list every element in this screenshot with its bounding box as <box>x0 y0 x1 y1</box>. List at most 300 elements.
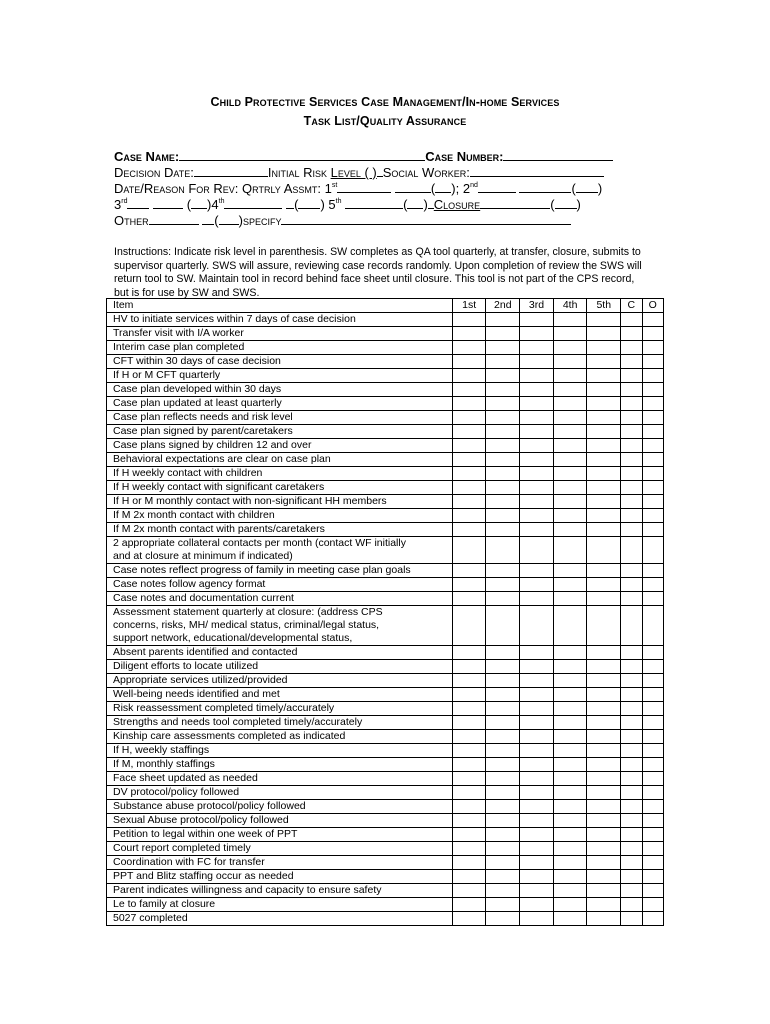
check-cell-other[interactable] <box>642 660 663 674</box>
check-cell-4th[interactable] <box>553 716 587 730</box>
check-cell-3rd[interactable] <box>520 327 554 341</box>
check-cell-other[interactable] <box>642 646 663 660</box>
check-cell-4th[interactable] <box>553 564 587 578</box>
check-cell-closure[interactable] <box>621 313 642 327</box>
check-cell-3rd[interactable] <box>520 744 554 758</box>
check-cell-other[interactable] <box>642 509 663 523</box>
check-cell-1st[interactable] <box>452 537 486 564</box>
check-cell-3rd[interactable] <box>520 606 554 646</box>
check-cell-4th[interactable] <box>553 495 587 509</box>
check-cell-1st[interactable] <box>452 814 486 828</box>
check-cell-other[interactable] <box>642 744 663 758</box>
check-cell-2nd[interactable] <box>486 537 520 564</box>
check-cell-other[interactable] <box>642 313 663 327</box>
check-cell-1st[interactable] <box>452 842 486 856</box>
check-cell-5th[interactable] <box>587 898 621 912</box>
check-cell-4th[interactable] <box>553 744 587 758</box>
check-cell-5th[interactable] <box>587 702 621 716</box>
check-cell-closure[interactable] <box>621 828 642 842</box>
check-cell-4th[interactable] <box>553 688 587 702</box>
check-cell-3rd[interactable] <box>520 856 554 870</box>
check-cell-closure[interactable] <box>621 912 642 926</box>
check-cell-other[interactable] <box>642 912 663 926</box>
check-cell-other[interactable] <box>642 537 663 564</box>
check-cell-5th[interactable] <box>587 411 621 425</box>
closure-level-field[interactable] <box>555 196 577 209</box>
check-cell-5th[interactable] <box>587 453 621 467</box>
check-cell-2nd[interactable] <box>486 481 520 495</box>
check-cell-5th[interactable] <box>587 495 621 509</box>
check-cell-4th[interactable] <box>553 660 587 674</box>
check-cell-3rd[interactable] <box>520 828 554 842</box>
check-cell-5th[interactable] <box>587 355 621 369</box>
check-cell-3rd[interactable] <box>520 509 554 523</box>
check-cell-5th[interactable] <box>587 912 621 926</box>
check-cell-5th[interactable] <box>587 730 621 744</box>
check-cell-5th[interactable] <box>587 688 621 702</box>
check-cell-4th[interactable] <box>553 842 587 856</box>
check-cell-3rd[interactable] <box>520 537 554 564</box>
check-cell-5th[interactable] <box>587 383 621 397</box>
check-cell-4th[interactable] <box>553 327 587 341</box>
check-cell-1st[interactable] <box>452 592 486 606</box>
check-cell-closure[interactable] <box>621 578 642 592</box>
check-cell-2nd[interactable] <box>486 702 520 716</box>
check-cell-5th[interactable] <box>587 758 621 772</box>
social-worker-field[interactable] <box>470 164 604 177</box>
check-cell-4th[interactable] <box>553 800 587 814</box>
check-cell-2nd[interactable] <box>486 578 520 592</box>
check-cell-closure[interactable] <box>621 523 642 537</box>
check-cell-3rd[interactable] <box>520 688 554 702</box>
check-cell-other[interactable] <box>642 383 663 397</box>
check-cell-closure[interactable] <box>621 688 642 702</box>
check-cell-closure[interactable] <box>621 702 642 716</box>
check-cell-1st[interactable] <box>452 646 486 660</box>
check-cell-other[interactable] <box>642 730 663 744</box>
check-cell-4th[interactable] <box>553 814 587 828</box>
check-cell-5th[interactable] <box>587 884 621 898</box>
check-cell-2nd[interactable] <box>486 327 520 341</box>
check-cell-1st[interactable] <box>452 856 486 870</box>
check-cell-other[interactable] <box>642 397 663 411</box>
check-cell-3rd[interactable] <box>520 786 554 800</box>
check-cell-2nd[interactable] <box>486 772 520 786</box>
check-cell-3rd[interactable] <box>520 369 554 383</box>
check-cell-other[interactable] <box>642 439 663 453</box>
review4-date-field[interactable] <box>224 196 282 209</box>
check-cell-5th[interactable] <box>587 842 621 856</box>
check-cell-2nd[interactable] <box>486 425 520 439</box>
check-cell-4th[interactable] <box>553 383 587 397</box>
check-cell-1st[interactable] <box>452 453 486 467</box>
check-cell-other[interactable] <box>642 828 663 842</box>
check-cell-4th[interactable] <box>553 730 587 744</box>
closure-date-field[interactable] <box>480 196 550 209</box>
check-cell-4th[interactable] <box>553 772 587 786</box>
check-cell-other[interactable] <box>642 453 663 467</box>
check-cell-other[interactable] <box>642 327 663 341</box>
check-cell-1st[interactable] <box>452 744 486 758</box>
check-cell-1st[interactable] <box>452 606 486 646</box>
check-cell-3rd[interactable] <box>520 814 554 828</box>
check-cell-3rd[interactable] <box>520 564 554 578</box>
check-cell-2nd[interactable] <box>486 606 520 646</box>
check-cell-closure[interactable] <box>621 592 642 606</box>
check-cell-1st[interactable] <box>452 313 486 327</box>
check-cell-5th[interactable] <box>587 509 621 523</box>
check-cell-2nd[interactable] <box>486 397 520 411</box>
check-cell-1st[interactable] <box>452 772 486 786</box>
check-cell-other[interactable] <box>642 758 663 772</box>
check-cell-1st[interactable] <box>452 702 486 716</box>
check-cell-4th[interactable] <box>553 313 587 327</box>
check-cell-closure[interactable] <box>621 564 642 578</box>
check-cell-3rd[interactable] <box>520 646 554 660</box>
check-cell-1st[interactable] <box>452 564 486 578</box>
check-cell-closure[interactable] <box>621 606 642 646</box>
check-cell-other[interactable] <box>642 606 663 646</box>
other-level-field[interactable] <box>219 212 239 225</box>
check-cell-closure[interactable] <box>621 800 642 814</box>
check-cell-3rd[interactable] <box>520 716 554 730</box>
check-cell-4th[interactable] <box>553 411 587 425</box>
check-cell-other[interactable] <box>642 772 663 786</box>
review2-level-field[interactable] <box>576 180 598 193</box>
check-cell-other[interactable] <box>642 341 663 355</box>
check-cell-2nd[interactable] <box>486 313 520 327</box>
check-cell-4th[interactable] <box>553 355 587 369</box>
check-cell-1st[interactable] <box>452 425 486 439</box>
check-cell-5th[interactable] <box>587 523 621 537</box>
check-cell-5th[interactable] <box>587 327 621 341</box>
check-cell-closure[interactable] <box>621 369 642 383</box>
check-cell-closure[interactable] <box>621 327 642 341</box>
check-cell-4th[interactable] <box>553 786 587 800</box>
check-cell-other[interactable] <box>642 411 663 425</box>
review2-date-field[interactable] <box>478 180 516 193</box>
check-cell-2nd[interactable] <box>486 828 520 842</box>
check-cell-5th[interactable] <box>587 856 621 870</box>
check-cell-closure[interactable] <box>621 744 642 758</box>
check-cell-5th[interactable] <box>587 800 621 814</box>
check-cell-other[interactable] <box>642 842 663 856</box>
check-cell-2nd[interactable] <box>486 355 520 369</box>
check-cell-closure[interactable] <box>621 884 642 898</box>
check-cell-4th[interactable] <box>553 870 587 884</box>
case-number-field[interactable] <box>503 148 613 161</box>
review5-date-field[interactable] <box>345 196 403 209</box>
check-cell-2nd[interactable] <box>486 842 520 856</box>
check-cell-2nd[interactable] <box>486 341 520 355</box>
review1-date-field[interactable] <box>337 180 391 193</box>
check-cell-4th[interactable] <box>553 509 587 523</box>
check-cell-other[interactable] <box>642 467 663 481</box>
check-cell-other[interactable] <box>642 564 663 578</box>
check-cell-other[interactable] <box>642 884 663 898</box>
check-cell-1st[interactable] <box>452 800 486 814</box>
check-cell-closure[interactable] <box>621 898 642 912</box>
check-cell-closure[interactable] <box>621 716 642 730</box>
check-cell-3rd[interactable] <box>520 800 554 814</box>
check-cell-3rd[interactable] <box>520 592 554 606</box>
check-cell-2nd[interactable] <box>486 800 520 814</box>
check-cell-3rd[interactable] <box>520 467 554 481</box>
check-cell-2nd[interactable] <box>486 369 520 383</box>
check-cell-2nd[interactable] <box>486 688 520 702</box>
check-cell-2nd[interactable] <box>486 814 520 828</box>
check-cell-4th[interactable] <box>553 646 587 660</box>
check-cell-3rd[interactable] <box>520 758 554 772</box>
check-cell-4th[interactable] <box>553 481 587 495</box>
check-cell-closure[interactable] <box>621 355 642 369</box>
check-cell-1st[interactable] <box>452 758 486 772</box>
check-cell-closure[interactable] <box>621 814 642 828</box>
check-cell-other[interactable] <box>642 523 663 537</box>
check-cell-2nd[interactable] <box>486 730 520 744</box>
check-cell-1st[interactable] <box>452 397 486 411</box>
check-cell-3rd[interactable] <box>520 425 554 439</box>
check-cell-closure[interactable] <box>621 425 642 439</box>
check-cell-5th[interactable] <box>587 828 621 842</box>
check-cell-closure[interactable] <box>621 786 642 800</box>
check-cell-2nd[interactable] <box>486 509 520 523</box>
check-cell-closure[interactable] <box>621 730 642 744</box>
review3-date-field[interactable] <box>127 196 149 209</box>
check-cell-2nd[interactable] <box>486 758 520 772</box>
check-cell-3rd[interactable] <box>520 495 554 509</box>
check-cell-5th[interactable] <box>587 369 621 383</box>
review1-level-field[interactable] <box>435 180 451 193</box>
check-cell-closure[interactable] <box>621 383 642 397</box>
check-cell-5th[interactable] <box>587 716 621 730</box>
check-cell-3rd[interactable] <box>520 397 554 411</box>
review3-reason-field[interactable] <box>153 196 183 209</box>
check-cell-closure[interactable] <box>621 481 642 495</box>
check-cell-1st[interactable] <box>452 730 486 744</box>
check-cell-2nd[interactable] <box>486 383 520 397</box>
check-cell-2nd[interactable] <box>486 912 520 926</box>
check-cell-1st[interactable] <box>452 369 486 383</box>
check-cell-5th[interactable] <box>587 537 621 564</box>
check-cell-other[interactable] <box>642 898 663 912</box>
check-cell-5th[interactable] <box>587 646 621 660</box>
check-cell-3rd[interactable] <box>520 523 554 537</box>
check-cell-3rd[interactable] <box>520 772 554 786</box>
check-cell-3rd[interactable] <box>520 383 554 397</box>
check-cell-other[interactable] <box>642 800 663 814</box>
review1-reason-field[interactable] <box>395 180 431 193</box>
check-cell-5th[interactable] <box>587 341 621 355</box>
check-cell-closure[interactable] <box>621 842 642 856</box>
check-cell-5th[interactable] <box>587 481 621 495</box>
check-cell-2nd[interactable] <box>486 898 520 912</box>
check-cell-closure[interactable] <box>621 509 642 523</box>
check-cell-3rd[interactable] <box>520 730 554 744</box>
check-cell-1st[interactable] <box>452 509 486 523</box>
check-cell-3rd[interactable] <box>520 355 554 369</box>
check-cell-3rd[interactable] <box>520 842 554 856</box>
check-cell-5th[interactable] <box>587 606 621 646</box>
check-cell-5th[interactable] <box>587 467 621 481</box>
check-cell-closure[interactable] <box>621 772 642 786</box>
check-cell-1st[interactable] <box>452 495 486 509</box>
check-cell-4th[interactable] <box>553 828 587 842</box>
check-cell-5th[interactable] <box>587 578 621 592</box>
review5-level-field[interactable] <box>407 196 423 209</box>
check-cell-4th[interactable] <box>553 369 587 383</box>
check-cell-5th[interactable] <box>587 313 621 327</box>
check-cell-2nd[interactable] <box>486 646 520 660</box>
check-cell-closure[interactable] <box>621 646 642 660</box>
check-cell-4th[interactable] <box>553 674 587 688</box>
check-cell-other[interactable] <box>642 814 663 828</box>
review3-level-field[interactable] <box>191 196 207 209</box>
check-cell-4th[interactable] <box>553 523 587 537</box>
check-cell-other[interactable] <box>642 702 663 716</box>
check-cell-5th[interactable] <box>587 744 621 758</box>
check-cell-1st[interactable] <box>452 327 486 341</box>
check-cell-1st[interactable] <box>452 439 486 453</box>
check-cell-4th[interactable] <box>553 912 587 926</box>
check-cell-3rd[interactable] <box>520 912 554 926</box>
check-cell-1st[interactable] <box>452 467 486 481</box>
check-cell-1st[interactable] <box>452 660 486 674</box>
check-cell-3rd[interactable] <box>520 313 554 327</box>
check-cell-closure[interactable] <box>621 439 642 453</box>
check-cell-1st[interactable] <box>452 786 486 800</box>
check-cell-other[interactable] <box>642 870 663 884</box>
check-cell-other[interactable] <box>642 495 663 509</box>
check-cell-2nd[interactable] <box>486 495 520 509</box>
check-cell-other[interactable] <box>642 355 663 369</box>
case-name-field[interactable] <box>179 148 425 161</box>
check-cell-1st[interactable] <box>452 716 486 730</box>
check-cell-3rd[interactable] <box>520 898 554 912</box>
check-cell-5th[interactable] <box>587 425 621 439</box>
check-cell-4th[interactable] <box>553 606 587 646</box>
check-cell-5th[interactable] <box>587 660 621 674</box>
check-cell-3rd[interactable] <box>520 411 554 425</box>
check-cell-1st[interactable] <box>452 341 486 355</box>
check-cell-other[interactable] <box>642 369 663 383</box>
check-cell-3rd[interactable] <box>520 481 554 495</box>
check-cell-1st[interactable] <box>452 674 486 688</box>
check-cell-4th[interactable] <box>553 453 587 467</box>
check-cell-5th[interactable] <box>587 870 621 884</box>
check-cell-2nd[interactable] <box>486 564 520 578</box>
review2-reason-field[interactable] <box>519 180 571 193</box>
check-cell-closure[interactable] <box>621 495 642 509</box>
check-cell-1st[interactable] <box>452 355 486 369</box>
check-cell-2nd[interactable] <box>486 884 520 898</box>
check-cell-1st[interactable] <box>452 688 486 702</box>
check-cell-4th[interactable] <box>553 898 587 912</box>
check-cell-1st[interactable] <box>452 884 486 898</box>
check-cell-2nd[interactable] <box>486 439 520 453</box>
check-cell-closure[interactable] <box>621 453 642 467</box>
check-cell-other[interactable] <box>642 688 663 702</box>
check-cell-4th[interactable] <box>553 702 587 716</box>
check-cell-4th[interactable] <box>553 758 587 772</box>
check-cell-4th[interactable] <box>553 397 587 411</box>
check-cell-5th[interactable] <box>587 786 621 800</box>
check-cell-2nd[interactable] <box>486 716 520 730</box>
check-cell-other[interactable] <box>642 716 663 730</box>
check-cell-3rd[interactable] <box>520 439 554 453</box>
check-cell-5th[interactable] <box>587 397 621 411</box>
check-cell-5th[interactable] <box>587 772 621 786</box>
check-cell-2nd[interactable] <box>486 674 520 688</box>
check-cell-2nd[interactable] <box>486 786 520 800</box>
check-cell-3rd[interactable] <box>520 453 554 467</box>
check-cell-closure[interactable] <box>621 660 642 674</box>
check-cell-closure[interactable] <box>621 341 642 355</box>
check-cell-1st[interactable] <box>452 912 486 926</box>
check-cell-4th[interactable] <box>553 856 587 870</box>
check-cell-3rd[interactable] <box>520 341 554 355</box>
check-cell-2nd[interactable] <box>486 523 520 537</box>
check-cell-5th[interactable] <box>587 592 621 606</box>
check-cell-4th[interactable] <box>553 467 587 481</box>
check-cell-closure[interactable] <box>621 870 642 884</box>
check-cell-other[interactable] <box>642 592 663 606</box>
check-cell-4th[interactable] <box>553 578 587 592</box>
check-cell-other[interactable] <box>642 425 663 439</box>
check-cell-4th[interactable] <box>553 341 587 355</box>
check-cell-2nd[interactable] <box>486 856 520 870</box>
other-date-field[interactable] <box>149 212 199 225</box>
check-cell-1st[interactable] <box>452 870 486 884</box>
check-cell-2nd[interactable] <box>486 411 520 425</box>
check-cell-5th[interactable] <box>587 814 621 828</box>
check-cell-closure[interactable] <box>621 397 642 411</box>
check-cell-3rd[interactable] <box>520 870 554 884</box>
check-cell-4th[interactable] <box>553 884 587 898</box>
check-cell-1st[interactable] <box>452 383 486 397</box>
specify-field[interactable] <box>281 212 571 225</box>
check-cell-closure[interactable] <box>621 411 642 425</box>
check-cell-2nd[interactable] <box>486 453 520 467</box>
check-cell-closure[interactable] <box>621 758 642 772</box>
review4-reason-field[interactable] <box>286 196 294 209</box>
check-cell-other[interactable] <box>642 856 663 870</box>
check-cell-2nd[interactable] <box>486 592 520 606</box>
check-cell-5th[interactable] <box>587 564 621 578</box>
check-cell-other[interactable] <box>642 481 663 495</box>
check-cell-4th[interactable] <box>553 592 587 606</box>
decision-date-field[interactable] <box>194 164 268 177</box>
check-cell-5th[interactable] <box>587 439 621 453</box>
check-cell-3rd[interactable] <box>520 578 554 592</box>
check-cell-1st[interactable] <box>452 578 486 592</box>
check-cell-5th[interactable] <box>587 674 621 688</box>
check-cell-2nd[interactable] <box>486 870 520 884</box>
check-cell-2nd[interactable] <box>486 660 520 674</box>
check-cell-closure[interactable] <box>621 467 642 481</box>
check-cell-4th[interactable] <box>553 439 587 453</box>
check-cell-3rd[interactable] <box>520 884 554 898</box>
check-cell-2nd[interactable] <box>486 744 520 758</box>
check-cell-3rd[interactable] <box>520 674 554 688</box>
review4-level-field[interactable] <box>298 196 320 209</box>
check-cell-2nd[interactable] <box>486 467 520 481</box>
check-cell-3rd[interactable] <box>520 702 554 716</box>
check-cell-4th[interactable] <box>553 537 587 564</box>
check-cell-3rd[interactable] <box>520 660 554 674</box>
check-cell-other[interactable] <box>642 674 663 688</box>
check-cell-closure[interactable] <box>621 856 642 870</box>
